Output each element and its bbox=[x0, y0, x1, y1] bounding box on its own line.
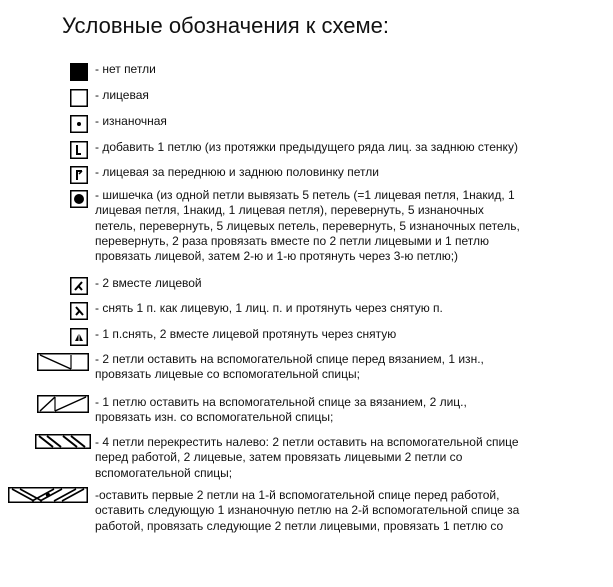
cross-left-icon bbox=[37, 395, 89, 413]
legend-text: - снять 1 п. как лицевую, 1 лиц. п. и протянуть через снятую п. bbox=[95, 301, 443, 315]
legend-text: - 2 петли оставить на вспомогательной спице перед вязанием, 1 изн., провязать лицевые со вспомогательной спицы; bbox=[95, 352, 484, 382]
skp-icon bbox=[70, 302, 88, 320]
legend-text: - добавить 1 петлю (из протяжки предыдущего ряда лиц. за заднюю стенку) bbox=[95, 140, 518, 154]
bobble-icon bbox=[70, 190, 88, 208]
page-title: Условные обозначения к схеме: bbox=[62, 13, 389, 38]
legend-text: - изнаночная bbox=[95, 114, 167, 128]
legend-text: - лицевая bbox=[95, 88, 149, 102]
legend-item-skp bbox=[0, 299, 613, 319]
legend-item-knit bbox=[0, 86, 613, 106]
sk2p-icon bbox=[70, 328, 88, 346]
legend-item-sk2p bbox=[0, 325, 613, 345]
legend-item-cross-left bbox=[0, 393, 613, 429]
legend-item-knit-front-back bbox=[0, 163, 613, 183]
cable-4-left-icon bbox=[35, 434, 91, 449]
legend-item-cross-right bbox=[0, 350, 613, 386]
legend-item-cable-4-left bbox=[0, 433, 613, 483]
k2tog-icon bbox=[70, 277, 88, 295]
no-stitch-icon bbox=[70, 63, 88, 81]
purl-stitch-icon bbox=[70, 115, 88, 133]
cross-right-icon bbox=[37, 353, 89, 371]
legend-text: - 1 петлю оставить на вспомогательной спице за вязанием, 2 лиц., провязать изн. со вспомогательной спицы; bbox=[95, 395, 467, 425]
legend-item-bobble bbox=[0, 186, 613, 266]
knit-stitch-icon bbox=[70, 89, 88, 107]
legend-item-no-stitch bbox=[0, 60, 613, 80]
legend-text: - 2 вместе лицевой bbox=[95, 276, 202, 290]
make-one-icon bbox=[70, 141, 88, 159]
knit-front-back-icon bbox=[70, 166, 88, 184]
legend-item-purl bbox=[0, 112, 613, 132]
legend-item-make-one bbox=[0, 138, 613, 158]
cable-5-icon bbox=[8, 487, 88, 503]
legend-item-k2tog bbox=[0, 274, 613, 294]
legend-text: - лицевая за переднюю и заднюю половинку петли bbox=[95, 165, 379, 179]
legend-text: - нет петли bbox=[95, 62, 156, 76]
legend-text: - шишечка (из одной петли вывязать 5 петель (=1 лицевая петля, 1накид, 1 лицевая петля, 1накид, 1 лицевая петля), перевернуть, 5 изнаночных петель, перевернуть, 5 лицевых петель, перевернуть, 5 изнаночных петель, перевернуть, 2 раза провязать вместе по 2 петли лицевыми и 1 петлю провязать лицевой, затем 2-ю и 1-ю протянуть через 3-ю петлю;) bbox=[95, 188, 520, 264]
legend-text: - 1 п.снять, 2 вместе лицевой протянуть через снятую bbox=[95, 327, 397, 341]
legend-text: - 4 петли перекрестить налево: 2 петли оставить на вспомогательной спице перед работой, 2 лицевые, затем провязать лицевыми 2 петли со вспомогательной спицы; bbox=[95, 435, 519, 480]
legend-text: -оставить первые 2 петли на 1-й вспомогательной спице перед работой, оставить следующую 1 изнаночную петлю на 2-й вспомогательной спице за работой, провязать следующие 2 петли лицевыми, провязать 1 петлю со bbox=[95, 488, 520, 533]
legend-item-cable-5 bbox=[0, 486, 613, 536]
